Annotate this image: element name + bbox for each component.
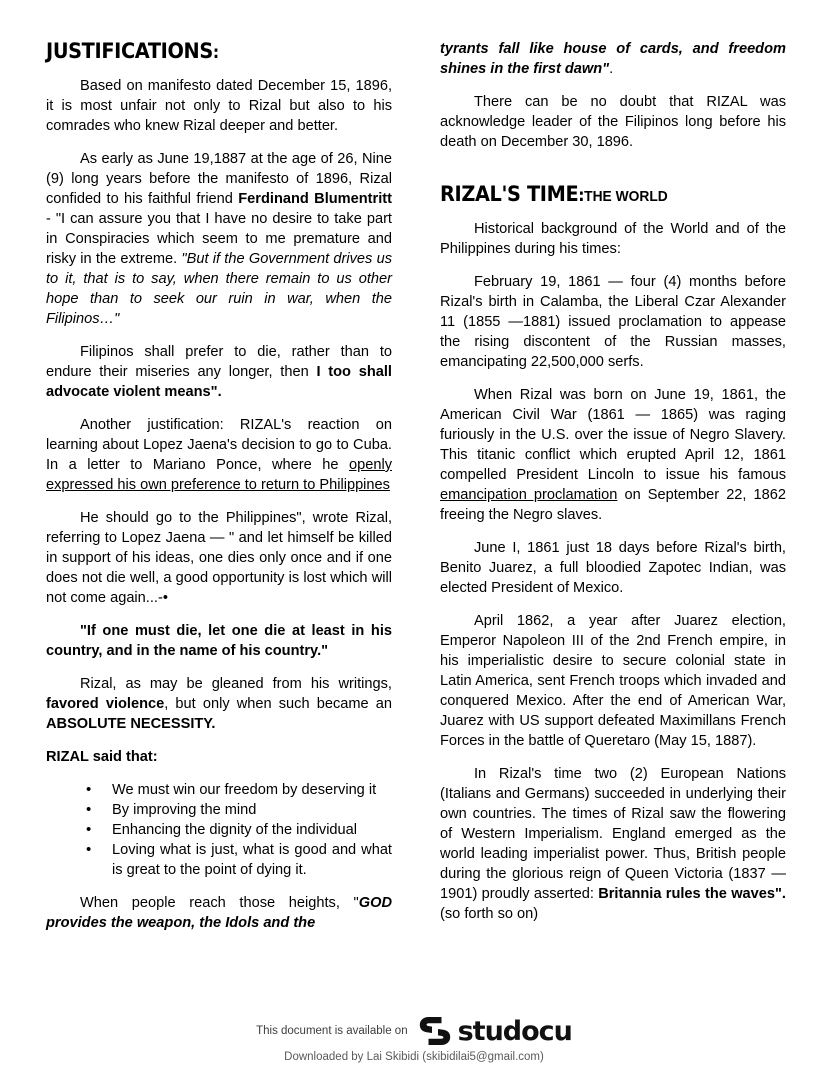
right-column (440, 40, 786, 1025)
paragraph-blumentritt (46, 150, 392, 330)
text-run: Rizal, as may be gleaned from his writings, (80, 675, 392, 692)
studocu-logo (418, 1014, 572, 1048)
text-run: . (609, 60, 614, 77)
text-run: Another justification: RIZAL's reaction on learning about Lopez Jaena's decision to go to Cuba. In a letter to Mariano Ponce, where he (46, 416, 392, 473)
list-item: • By improving the mind (86, 801, 392, 821)
list-item: • Enhancing the dignity of the individual (86, 821, 392, 841)
text-run: - "I can assure you that I have no desire to take part in Conspiracies which seem to me premature and risky in the extreme. (46, 211, 392, 267)
bold-quote-die-in-his-country: "If one must die, let one die at least in his country, and in the name of his country." (46, 622, 392, 659)
studocu-s-mark-icon (418, 1014, 452, 1048)
heading-text: JUSTIFICATIONS (46, 39, 213, 63)
list-item: • We must win our freedom by deserving it (86, 781, 392, 801)
document-available-text: This document is available on (256, 1025, 408, 1037)
heading-text: RIZAL'S TIME (440, 181, 579, 206)
bold-britannia-rules-waves: Britannia rules the waves". (598, 885, 786, 902)
bold-ferdinand-blumentritt: Ferdinand Blumentritt (238, 191, 392, 208)
list-item: • Loving what is just, what is good and what is great to the point of dying it. (86, 841, 392, 881)
heading-colon: : (212, 43, 219, 63)
paragraph-favored-violence (46, 675, 392, 735)
text-run: In Rizal's time two (2) European Nations (Italians and Germans) succeeded in underlying their own countries. The times of Rizal saw the flowering of Western Imperialism. England emerged as the world leading imperialist power. Thus, British people during the glorious reign of Queen Victoria (1837 — 1901) proudly asserted: (440, 765, 786, 902)
studocu-wordmark: studocu (457, 1015, 572, 1047)
underlined-preference-return: openly expressed his own preference to return to Philippines (46, 456, 392, 493)
paragraph-another-justification (46, 416, 392, 496)
bold-advocate-violent-means: I too shall advocate violent means". (46, 363, 392, 400)
text-run: , but only when such became an (164, 695, 392, 712)
page-title-rizals-time (440, 183, 758, 206)
heading-subtitle: THE WORLD (584, 187, 668, 205)
text-run: on September 22, 1862 freeing the Negro slaves. (440, 486, 787, 523)
text-run: Filipinos shall prefer to die, rather than to endure their miseries any longer, then (46, 343, 392, 380)
paragraph-filipinos-prefer-die (46, 343, 392, 403)
paragraph-napoleon-mexico: April 1862, a year after Juarez election, Emperor Napoleon III of the 2nd French empire, in his imperialistic desire to secure colonial state in Latin America, sent French troops which invaded and conquered Mexico. After the end of American War, Juarez with US support defeated Maximillans French Forces in the battle of Queretaro (May 15, 1887). (440, 612, 786, 749)
paragraph-tyrants-fall (440, 40, 786, 80)
text-run: (so forth so on) (440, 905, 539, 922)
italic-quote-government: "But if the Government drives us to it, that is to say, when there remain to us other hope than to seek our ruin in war, when the Filipinos…" (46, 250, 392, 327)
downloaded-by-text: Downloaded by Lai Skibidi (skibidilai5@gmail.com) (284, 1051, 544, 1063)
paragraph-historical-background: Historical background of the World and of the Philippines during his times: (440, 221, 786, 257)
paragraph-european-nations (440, 765, 786, 925)
text-run: When Rizal was born on June 19, 1861, the American Civil War (1861 — 1865) was raging furiously in the U.S. over the issue of Negro Slavery. This titanic conflict which erupted April 12, 1861 compelled President Lincoln to issue his famous (440, 386, 786, 483)
paragraph-god-provides-weapon (46, 894, 392, 934)
text-run: When people reach those heights, " (80, 894, 359, 911)
paragraph-rizal-said-that (46, 748, 392, 768)
bolditalic-tyrants-fall: tyrants fall like house of cards, and freedom shines in the first dawn" (440, 41, 786, 77)
left-column (46, 40, 392, 1025)
page-footer (0, 1014, 828, 1063)
paragraph-quote-if-one-must-die (46, 622, 392, 662)
bold-absolute-necessity: ABSOLUTE NECESSITY. (46, 715, 216, 732)
page-title-justifications (46, 40, 364, 63)
paragraph-no-doubt-rizal: There can be no doubt that RIZAL was acknowledge leader of the Filipinos long before his death on December 30, 1896. (440, 93, 786, 150)
underlined-emancipation-proclamation: emancipation proclamation (440, 486, 618, 503)
paragraph-american-civil-war (440, 386, 786, 526)
studocu-watermark (0, 1014, 828, 1048)
bold-rizal-said-that: RIZAL said that: (46, 748, 158, 765)
two-column-body (46, 40, 786, 1025)
paragraph-benito-juarez: June I, 1861 just 18 days before Rizal's birth, Benito Juarez, a full bloodied Zapotec Indian, was elected President of Mexico. (440, 539, 786, 596)
bold-favored-violence: favored violence (46, 695, 165, 712)
paragraph-he-should-go: He should go to the Philippines", wrote Rizal, referring to Lopez Jaena — " and let himself be killed in support of his ideas, one dies only once and if one does not die well, a good opportunity is lost which will not come again...-• (46, 509, 392, 606)
paragraph-manifesto: Based on manifesto dated December 15, 1896, it is most unfair not only to Rizal but also to his comrades who knew Rizal deeper and better. (46, 78, 392, 135)
heading-colon: : (578, 185, 585, 206)
text-run: As early as June 19,1887 at the age of 26, Nine (9) long years before the manifesto of 1896, Rizal confided to his faithful friend (46, 151, 392, 208)
rizal-statements-list (46, 781, 392, 881)
bolditalic-god-provides: GOD provides the weapon, the Idols and the (46, 894, 392, 931)
paragraph-february-1861: February 19, 1861 — four (4) months before Rizal's birth in Calamba, the Liberal Czar Alexander 11 (1855 —1881) issued proclamation to appease the rising discontent of the Russian masses, emancipating 22,500,000 serfs. (440, 273, 786, 370)
